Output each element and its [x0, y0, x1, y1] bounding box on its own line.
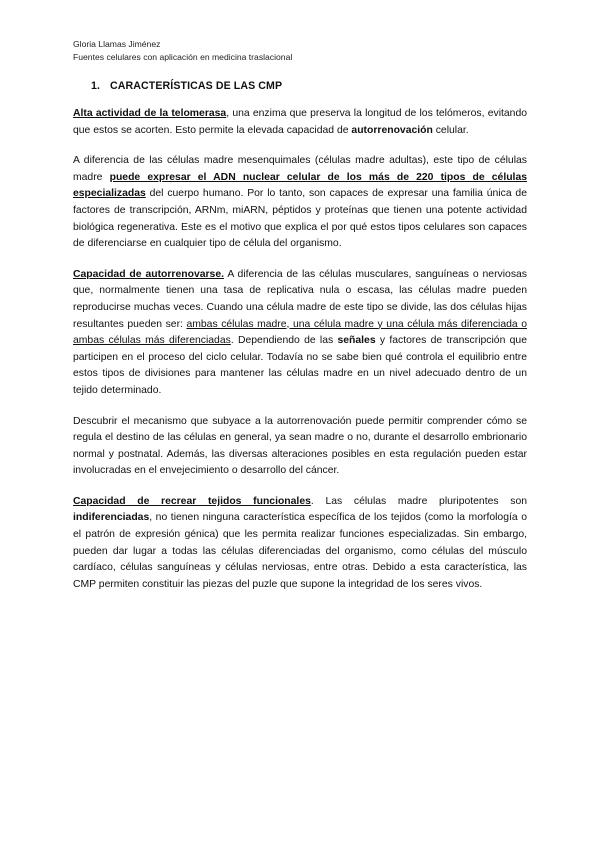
text-span: del cuerpo humano. Por lo tanto, son capaces de expresar una familia única de factores de transcripción, ARNm, miARN, péptidos y proteínas que tienen una potente actividad biológica regenerativa. Este es el motivo que explica el por qué estos tipos celulares son capaces de diferenciarse en cualquier tipo de célula del organismo. [73, 188, 527, 250]
paragraph-mecanismo [73, 414, 527, 480]
bold-span: autorrenovación [351, 124, 433, 136]
text-span: A diferencia de las células musculares, sanguíneas o nerviosas que, normalmente tienen una tasa de replicativa nula o escasa, las células madre pueden reproducirse muchas veces. Cuando una célula madre de este tipo se divide, las dos células hijas resultantes pueden ser: [73, 268, 527, 330]
page-header [73, 38, 527, 64]
section-title: CARACTERÍSTICAS DE LAS CMP [110, 80, 283, 92]
paragraph-telomerasa [73, 106, 527, 139]
header-subtitle: Fuentes celulares con aplicación en medicina traslacional [73, 52, 293, 62]
section-number: 1. [91, 80, 101, 92]
section-heading [73, 80, 527, 92]
paragraph-mesenquimales [73, 153, 527, 253]
text-span: . Dependiendo de las [230, 335, 338, 347]
bold-underline-span: puede expresar el ADN nuclear celular de los más de 220 tipos de células especializadas [73, 171, 528, 200]
text-span: . Las células madre pluripotentes son [310, 495, 527, 507]
lead-autorrenovarse: Capacidad de autorrenovarse. [73, 268, 224, 280]
header-author: Gloria Llamas Jiménez [73, 39, 161, 49]
paragraph-autorrenovarse [73, 267, 527, 400]
text-span: celular. [432, 124, 469, 136]
text-span: , no tienen ninguna característica específica de los tejidos (como la morfología o el patrón de expresión génica) que les permita realizar funciones especializadas. Sin embargo, pueden dar lugar a todas las células diferenciadas del organismo, como células del músculo cardíaco, células sanguíneas y células nerviosas, entre otras. Debido a esta característica, las CMP permiten constituir las piezas del puzle que supone la integridad de los seres vivos. [73, 512, 527, 590]
lead-telomerasa: Alta actividad de la telomerasa [73, 108, 227, 119]
text-span: y factores de transcripción que participen en el proceso del ciclo celular. Todavía no se sabe bien qué controla el equilibrio entre estos tipos de divisiones para mantener las células madre en un nivel adecuado dentro de un tejido determinado. [73, 335, 527, 396]
lead-tejidos: Capacidad de recrear tejidos funcionales [73, 495, 311, 507]
underline-span: ambas células madre, una célula madre y una célula más diferenciada o ambas células más diferenciadas [73, 318, 527, 347]
text-span: Descubrir el mecanismo que subyace a la autorrenovación puede permitir comprender cómo se regula el destino de las células en general, ya sean madre o no, durante el desarrollo embrionario normal y postnatal. Además, las diversas alteraciones posibles en esta regulación pueden estar involucradas en el envejecimiento o desarrollo del cáncer. [73, 415, 527, 477]
text-span: A diferencia de las células madre mesenquimales (células madre adultas), este tipo de células madre [73, 155, 527, 183]
bold-span: señales [337, 335, 376, 347]
text-span: , una enzima que preserva la longitud de los telómeros, evitando que estos se acorten. Esto permite la elevada capacidad de [73, 108, 528, 136]
bold-span: indiferenciadas [73, 512, 150, 524]
paragraph-tejidos [73, 494, 527, 594]
